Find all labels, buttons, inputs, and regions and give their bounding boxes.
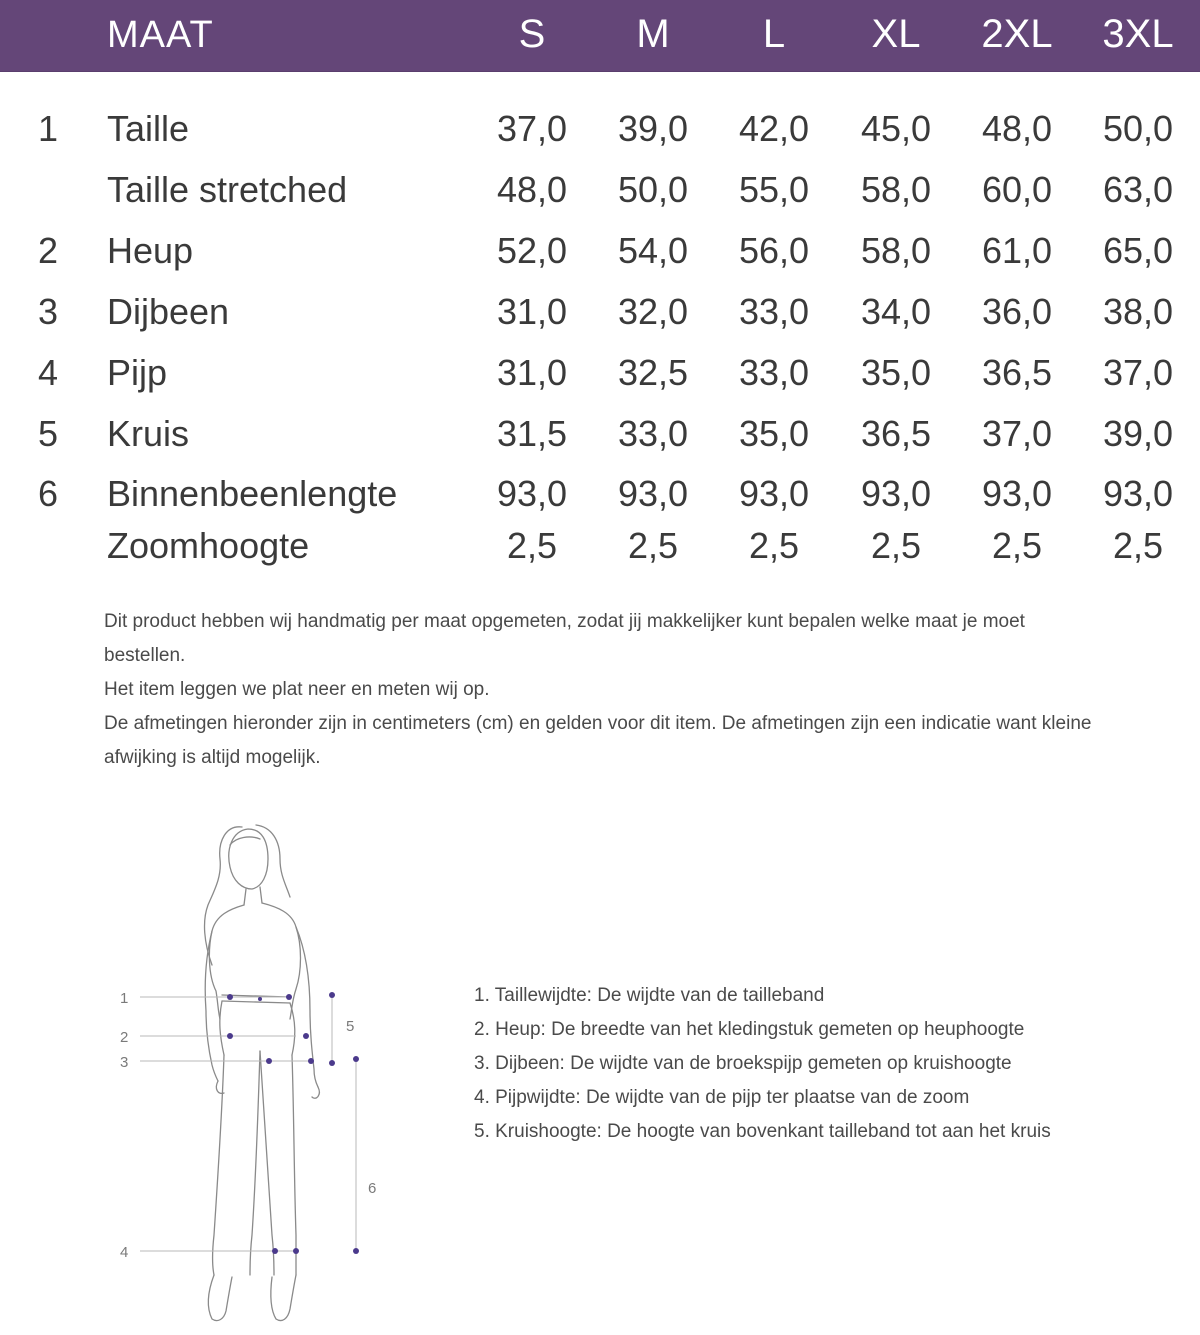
row-value-xl: 45,0 [860, 108, 932, 149]
marker-3: 3 [120, 1054, 129, 1071]
legend-item: 2. Heup: De breedte van het kledingstuk gemeten op heuphoogte [474, 1019, 1025, 1040]
figure-markers [120, 990, 376, 1261]
table-row [0, 413, 1200, 463]
measurement-intro [104, 605, 1094, 775]
table-row [0, 169, 1200, 219]
row-value-l: 35,0 [738, 413, 810, 454]
row-value-2xl: 61,0 [981, 230, 1053, 271]
row-value-s: 31,0 [496, 352, 568, 393]
marker-4: 4 [120, 1244, 129, 1261]
row-value-m: 32,5 [617, 352, 689, 393]
row-value-l: 42,0 [738, 108, 810, 149]
row-value-3xl: 93,0 [1102, 473, 1174, 514]
row-value-2xl: 2,5 [991, 525, 1043, 566]
legend-item: 4. Pijpwijdte: De wijdte van de pijp ter plaatse van de zoom [474, 1087, 970, 1108]
size-header-l: L [762, 12, 786, 56]
table-row [0, 108, 1200, 158]
row-number: 1 [38, 108, 59, 149]
row-value-2xl: 36,0 [981, 291, 1053, 332]
row-value-s: 31,0 [496, 291, 568, 332]
row-value-xl: 58,0 [860, 169, 932, 210]
row-measure-name: Kruis [107, 413, 190, 454]
row-measure-name: Heup [107, 230, 194, 271]
table-row [0, 473, 1200, 523]
row-value-2xl: 93,0 [981, 473, 1053, 514]
row-number: 6 [38, 473, 59, 514]
row-value-3xl: 63,0 [1102, 169, 1174, 210]
row-number: 4 [38, 352, 59, 393]
measurement-figure [100, 815, 390, 1330]
size-header-m: M [636, 12, 670, 56]
row-value-l: 33,0 [738, 291, 810, 332]
row-number: 3 [38, 291, 59, 332]
row-value-m: 54,0 [617, 230, 689, 271]
marker-6: 6 [368, 1180, 377, 1197]
row-value-xl: 34,0 [860, 291, 932, 332]
size-header-3xl: 3XL [1102, 12, 1174, 56]
legend-item: 5. Kruishoogte: De hoogte van bovenkant tailleband tot aan het kruis [474, 1121, 1051, 1142]
intro-paragraph: De afmetingen hieronder zijn in centimeters (cm) en gelden voor dit item. De afmetingen zijn een indicatie want kleine afwijking is altijd mogelijk. [104, 713, 1092, 768]
row-value-m: 50,0 [617, 169, 689, 210]
table-row [0, 230, 1200, 280]
row-value-3xl: 37,0 [1102, 352, 1174, 393]
table-row [0, 291, 1200, 341]
row-value-3xl: 50,0 [1102, 108, 1174, 149]
row-measure-name: Dijbeen [107, 291, 230, 332]
row-value-s: 52,0 [496, 230, 568, 271]
row-value-2xl: 36,5 [981, 352, 1053, 393]
row-value-3xl: 38,0 [1102, 291, 1174, 332]
marker-2: 2 [120, 1029, 129, 1046]
marker-1: 1 [120, 990, 129, 1007]
size-header-label: MAAT [107, 14, 214, 56]
measurement-legend [474, 979, 1074, 1149]
row-value-s: 31,5 [496, 413, 568, 454]
figure-outline [205, 825, 320, 1321]
row-value-3xl: 39,0 [1102, 413, 1174, 454]
size-header-s: S [518, 12, 546, 56]
row-value-xl: 58,0 [860, 230, 932, 271]
size-header-bar [0, 0, 1200, 72]
row-value-s: 2,5 [506, 525, 558, 566]
intro-paragraph: Het item leggen we plat neer en meten wij op. [104, 679, 490, 700]
row-value-m: 93,0 [617, 473, 689, 514]
row-value-l: 56,0 [738, 230, 810, 271]
row-value-m: 2,5 [627, 525, 679, 566]
row-measure-name: Binnenbeenlengte [107, 473, 398, 514]
row-measure-name: Pijp [107, 352, 168, 393]
row-value-2xl: 37,0 [981, 413, 1053, 454]
row-value-m: 39,0 [617, 108, 689, 149]
row-value-l: 2,5 [748, 525, 800, 566]
row-measure-name: Taille stretched [107, 169, 348, 210]
row-number: 5 [38, 413, 59, 454]
intro-paragraph: Dit product hebben wij handmatig per maat opgemeten, zodat jij makkelijker kunt bepalen welke maat je moet bestellen. [104, 611, 1025, 666]
row-value-2xl: 48,0 [981, 108, 1053, 149]
size-header-2xl: 2XL [981, 12, 1053, 56]
row-value-xl: 93,0 [860, 473, 932, 514]
row-number: 2 [38, 230, 59, 271]
row-value-m: 33,0 [617, 413, 689, 454]
row-value-s: 37,0 [496, 108, 568, 149]
row-value-3xl: 2,5 [1112, 525, 1164, 566]
legend-item: 1. Taillewijdte: De wijdte van de tailleband [474, 985, 825, 1006]
row-value-l: 33,0 [738, 352, 810, 393]
table-row [0, 525, 1200, 575]
row-value-l: 55,0 [738, 169, 810, 210]
size-header-xl: XL [871, 12, 921, 56]
row-value-l: 93,0 [738, 473, 810, 514]
figure-illustration [100, 815, 390, 1330]
row-value-s: 48,0 [496, 169, 568, 210]
row-value-m: 32,0 [617, 291, 689, 332]
row-measure-name: Taille [107, 108, 190, 149]
row-measure-name: Zoomhoogte [107, 525, 310, 566]
table-row [0, 352, 1200, 402]
row-value-xl: 35,0 [860, 352, 932, 393]
measurement-lines [140, 995, 356, 1251]
row-value-2xl: 60,0 [981, 169, 1053, 210]
row-value-s: 93,0 [496, 473, 568, 514]
legend-item: 3. Dijbeen: De wijdte van de broekspijp gemeten op kruishoogte [474, 1053, 1012, 1074]
row-value-xl: 2,5 [870, 525, 922, 566]
marker-5: 5 [346, 1018, 355, 1035]
row-value-3xl: 65,0 [1102, 230, 1174, 271]
row-value-xl: 36,5 [860, 413, 932, 454]
